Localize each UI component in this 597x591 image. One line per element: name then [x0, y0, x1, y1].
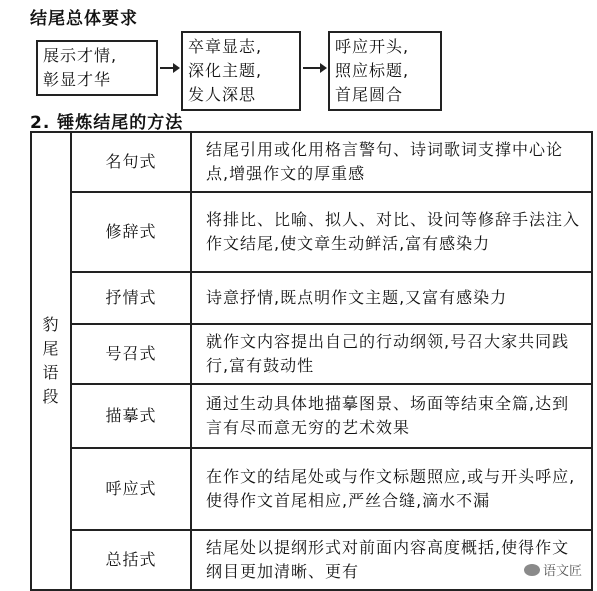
table-row — [31, 192, 592, 272]
flow-box-3-line-2: 照应标题, — [335, 61, 410, 80]
watermark-text: 语文匠 — [542, 564, 582, 579]
wechat-icon — [524, 564, 540, 576]
flow-box-2-line-1: 卒章显志, — [188, 37, 263, 56]
method-name: 修辞式 — [71, 192, 191, 272]
method-desc: 诗意抒情,既点明作文主题,又富有感染力 — [191, 272, 592, 324]
method-desc: 就作文内容提出自己的行动纲领,号召大家共同践行,富有鼓动性 — [191, 324, 592, 384]
arrow-icon — [160, 67, 178, 69]
flow-box-1 — [36, 40, 158, 96]
flow-box-3-line-3: 首尾圆合 — [335, 85, 404, 104]
method-name: 抒情式 — [71, 272, 191, 324]
method-desc: 通过生动具体地描摹图景、场面等结束全篇,达到言有尽而意无穷的艺术效果 — [191, 384, 592, 448]
flow-box-1-line-1: 展示才情, — [43, 46, 118, 65]
flow-box-1-line-2: 彰显才华 — [43, 70, 112, 89]
method-name: 号召式 — [71, 324, 191, 384]
flow-box-2 — [181, 31, 301, 111]
method-desc: 结尾引用或化用格言警句、诗词歌词支撑中心论点,增强作文的厚重感 — [191, 132, 592, 192]
method-name: 呼应式 — [71, 448, 191, 530]
method-desc: 结尾处以提纲形式对前面内容高度概括,使得作文纲目更加清晰、更有 — [191, 530, 592, 590]
section-heading-overall: 结尾总体要求 — [30, 9, 138, 29]
side-label-cell — [31, 132, 71, 590]
table-row — [31, 448, 592, 530]
flow-box-3-line-1: 呼应开头, — [335, 37, 410, 56]
table-row — [31, 324, 592, 384]
table-row — [31, 132, 592, 192]
table-row — [31, 384, 592, 448]
flow-box-2-line-3: 发人深思 — [188, 85, 257, 104]
table-row — [31, 530, 592, 590]
flow-box-2-line-2: 深化主题, — [188, 61, 263, 80]
methods-table — [30, 131, 593, 591]
method-desc: 将排比、比喻、拟人、对比、设问等修辞手法注入作文结尾,使文章生动鲜活,富有感染力 — [191, 192, 592, 272]
flow-box-3 — [328, 31, 442, 111]
section-heading-methods: 2. 锤炼结尾的方法 — [30, 113, 184, 133]
arrow-icon — [303, 67, 325, 69]
method-name: 总括式 — [71, 530, 191, 590]
method-desc: 在作文的结尾处或与作文标题照应,或与开头呼应,使得作文首尾相应,严丝合缝,滴水不漏 — [191, 448, 592, 530]
method-name: 描摹式 — [71, 384, 191, 448]
side-label: 豹尾语段 — [42, 315, 60, 406]
watermark — [521, 560, 585, 579]
method-name: 名句式 — [71, 132, 191, 192]
table-row — [31, 272, 592, 324]
